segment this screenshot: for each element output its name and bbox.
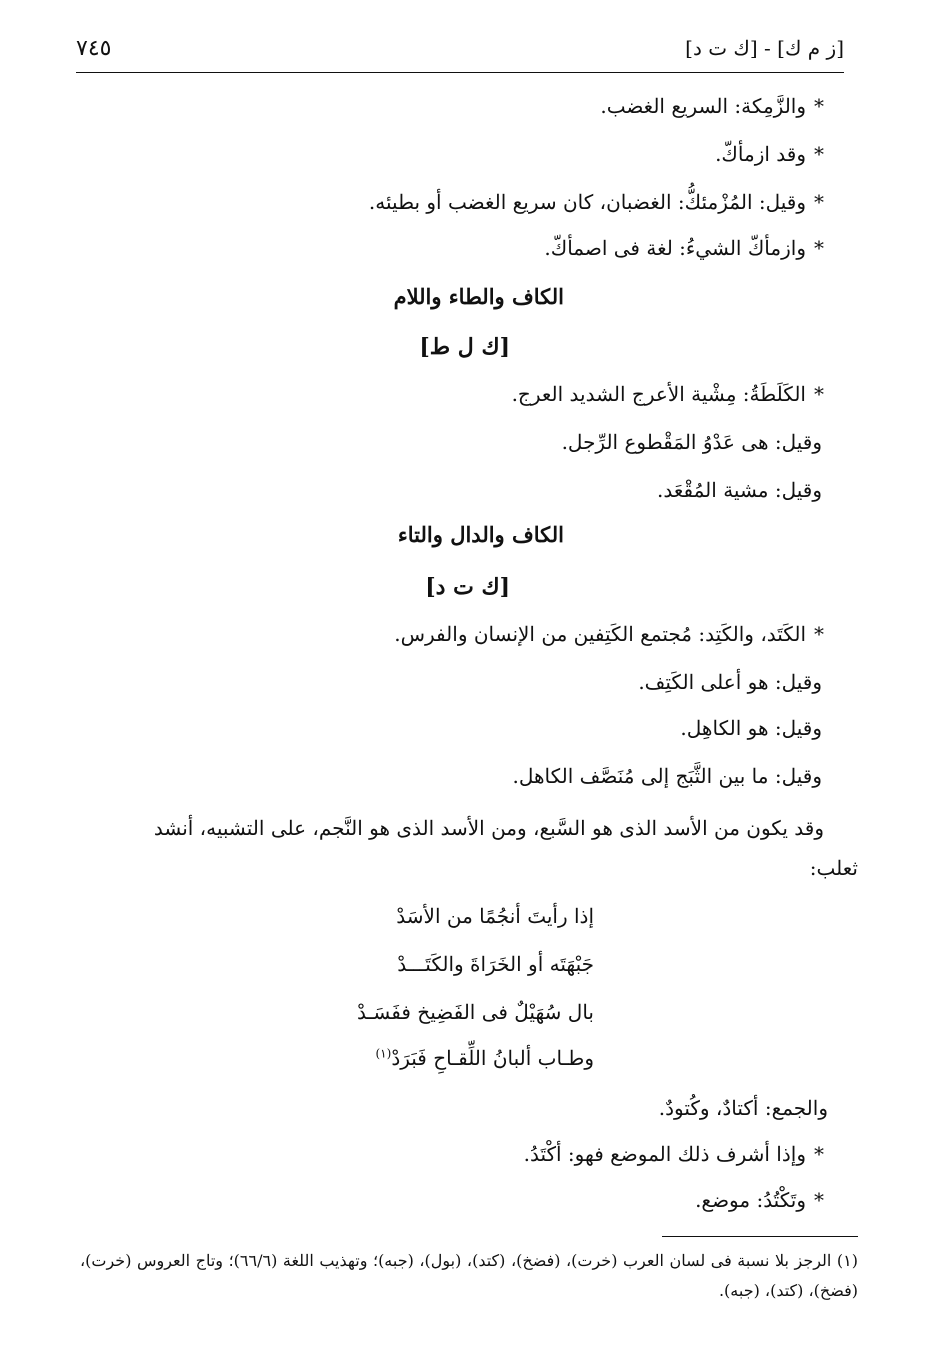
entry-text: وقد ازمأكّ. [715, 142, 806, 166]
entry-line [394, 620, 824, 648]
asterisk-icon: * [814, 382, 824, 406]
verse-line: بال سُهَيْلٌ فى الفَضِيخ ففَسَـدْ [357, 1000, 594, 1024]
entry-line: وقيل: هو أعلى الكَتِف. [638, 670, 822, 694]
verse-text: وطـاب ألبانُ اللِّقـاحِ فَبَرَدْ [391, 1046, 594, 1070]
entry-line [544, 234, 824, 262]
entry-line: وقيل: هو الكاهِل. [680, 716, 822, 740]
entry-line [600, 92, 824, 120]
section-heading: الكاف والطاء واللام [393, 284, 564, 309]
footnote-ref: (١) [375, 1046, 392, 1061]
entry-line [512, 380, 824, 408]
entry-text: وقيل: المُزْمئكُّ: الغضبان، كان سريع الغضب أو بطيئه. [368, 190, 806, 214]
root-heading: [ك ل ط] [419, 334, 510, 360]
verse-line [375, 1046, 594, 1070]
entry-line: وقيل: ما بين الثَّبَج إلى مُنَصَّف الكاهل. [512, 764, 822, 788]
asterisk-icon: * [814, 190, 824, 214]
running-head: [ز م ك] - [ك ت د] [685, 36, 844, 60]
verse-line: جَبْهَتَه أو الخَرَاةَ والكَتَـــدْ [397, 952, 594, 976]
paragraph-continuation: ثعلب: [809, 856, 858, 880]
entry-line [524, 1140, 824, 1168]
entry-line [715, 140, 824, 168]
entry-text: وإذا أشرف ذلك الموضع فهو: أكْتَدُ. [523, 1142, 806, 1166]
asterisk-icon: * [814, 142, 824, 166]
footnote: (١) الرجز بلا نسبة فى لسان العرب (خرت)، (فضخ)، (كتد)، (بول)، (جبه)؛ وتهذيب اللغة (٦٦/٦)؛ وتاج العروس (خرت)، (فضخ)، (كتد)، (جبه). [80, 1251, 859, 1300]
asterisk-icon: * [814, 622, 824, 646]
asterisk-icon: * [814, 1142, 824, 1166]
page-number: ٧٤٥ [76, 36, 112, 61]
entry-line: وقيل: هى عَدْوُ المَقْطوع الرِّجل. [561, 430, 822, 454]
header-divider [76, 72, 844, 73]
entry-line: والجمع: أكتادٌ، وكُتودٌ. [658, 1096, 828, 1120]
asterisk-icon: * [814, 236, 824, 260]
entry-text: وازمأكّ الشيءُ: لغة فى اصمأكّ. [544, 236, 806, 260]
verse-line: إذا رأيتَ أنجُمًا من الأسَدْ [396, 904, 594, 928]
entry-line [369, 188, 824, 216]
entry-text: الكَلَطَةُ: مِشْية الأعرج الشديد العرج. [511, 382, 806, 406]
entry-line [695, 1186, 824, 1214]
entry-line: وقيل: مشية المُقْعَد. [657, 478, 822, 502]
entry-text: وتَكْتُدُ: موضع. [695, 1188, 806, 1212]
asterisk-icon: * [814, 94, 824, 118]
entry-text: والزَّمِكة: السريع الغضب. [600, 94, 806, 118]
section-heading: الكاف والدال والتاء [397, 522, 564, 547]
entry-text: الكَتَد، والكَتِد: مُجتمع الكَتِفين من الإنسان والفرس. [394, 622, 806, 646]
asterisk-icon: * [814, 1188, 824, 1212]
paragraph: وقد يكون من الأسد الذى هو السَّبع، ومن الأسد الذى هو النَّجم، على التشبيه، أنشد [153, 816, 824, 840]
footnote-divider [662, 1236, 858, 1237]
root-heading: [ك ت د] [425, 574, 510, 600]
